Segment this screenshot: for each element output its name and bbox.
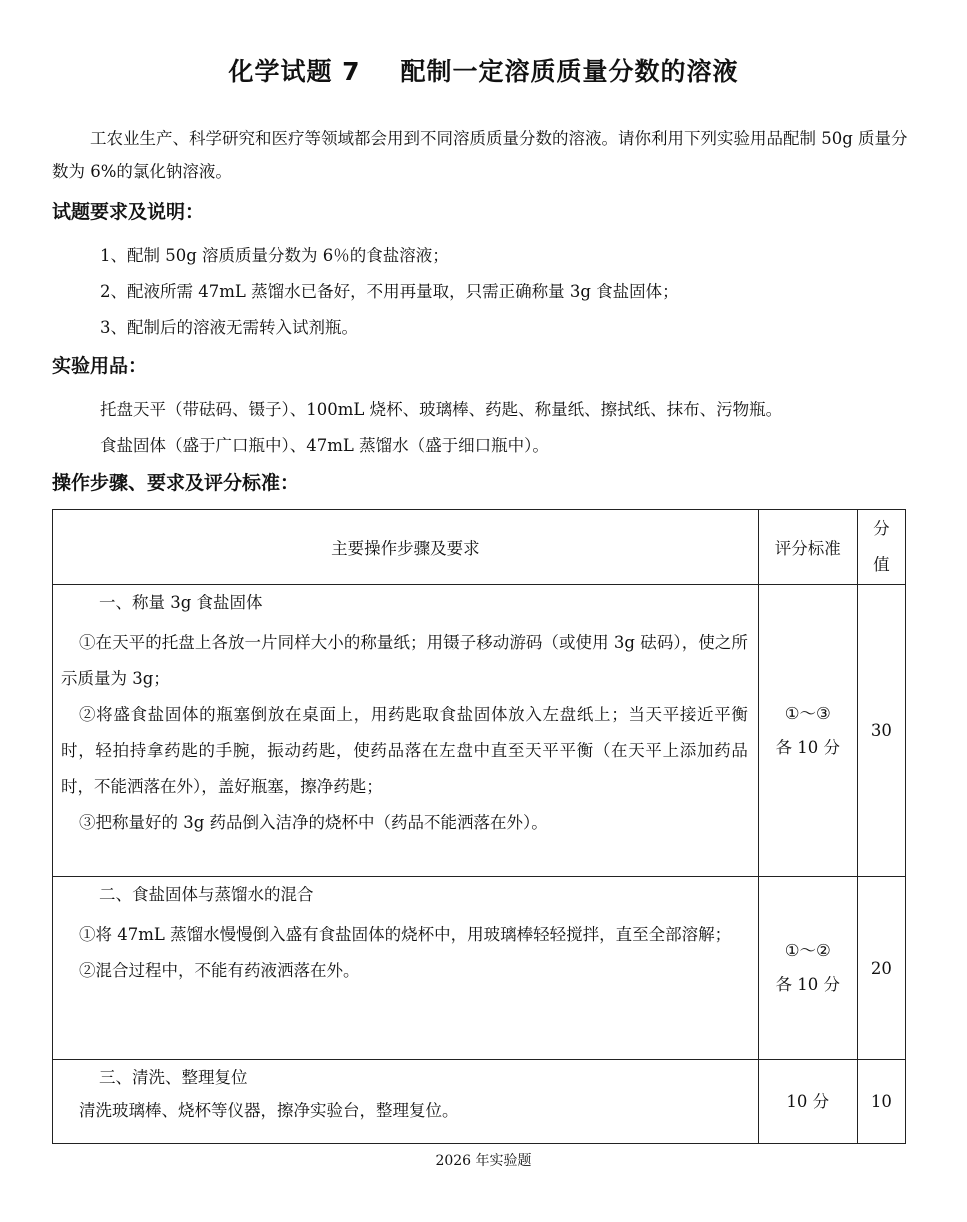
table-row	[53, 585, 906, 877]
header-score-line2: 值	[873, 555, 890, 574]
section-title: 二、食盐固体与蒸馏水的混合	[99, 885, 314, 904]
step-text: ①将 47mL 蒸馏水慢慢倒入盛有食盐固体的烧杯中，用玻璃棒轻轻搅拌，直至全部溶解；	[79, 925, 732, 944]
intro-paragraph: 工农业生产、科学研究和医疗等领域都会用到不同溶质质量分数的溶液。请你利用下列实验用品配制 50g 质量分数为 6%的氯化钠溶液。	[52, 129, 908, 181]
supply-item: 托盘天平（带砝码、镊子）、100mL 烧杯、玻璃棒、药匙、称量纸、擦拭纸、抹布、污物瓶。	[100, 400, 783, 419]
title-topic: 配制一定溶质质量分数的溶液	[400, 57, 739, 86]
requirement-item: 3、配制后的溶液无需转入试剂瓶。	[100, 318, 358, 337]
section-2-content	[53, 877, 759, 1060]
title-subject: 化学试题 7	[228, 57, 361, 86]
section-3-criteria	[758, 1060, 857, 1144]
section-title: 三、清洗、整理复位	[99, 1068, 248, 1087]
section-3-content	[53, 1060, 759, 1144]
criteria-points: 10 分	[786, 1091, 830, 1111]
section-1-content	[53, 585, 759, 877]
step-text: ③把称量好的 3g 药品倒入洁净的烧杯中（药品不能洒落在外）。	[79, 813, 548, 832]
procedure-heading: 操作步骤、要求及评分标准：	[52, 472, 300, 494]
supply-item: 食盐固体（盛于广口瓶中）、47mL 蒸馏水（盛于细口瓶中）。	[100, 436, 549, 455]
supplies-heading: 实验用品：	[52, 355, 148, 377]
step-text: ①在天平的托盘上各放一片同样大小的称量纸；用镊子移动游码（或使用 3g 砝码），使之所示质量为 3g；	[61, 633, 748, 688]
step-text: ②混合过程中，不能有药液洒落在外。	[79, 961, 360, 980]
scoring-table	[52, 509, 906, 1144]
requirement-item: 1、配制 50g 溶质质量分数为 6％的食盐溶液；	[100, 246, 449, 265]
header-score-line1: 分	[873, 519, 890, 538]
step-text: 清洗玻璃棒、烧杯等仪器，擦净实验台，整理复位。	[79, 1101, 459, 1120]
page-title	[0, 52, 967, 88]
section-1-score: 30	[857, 585, 905, 877]
criteria-range: ①～③	[784, 703, 831, 723]
step-text: ②将盛食盐固体的瓶塞倒放在桌面上，用药匙取食盐固体放入左盘纸上；当天平接近平衡时，轻拍持拿药匙的手腕，振动药匙，使药品落在左盘中直至天平平衡（在天平上添加药品时，不能洒落在外），盖好瓶塞，擦净药匙；	[61, 705, 748, 796]
table-row	[53, 1060, 906, 1144]
section-2-score: 20	[857, 877, 905, 1060]
table-row	[53, 877, 906, 1060]
table-header-row	[53, 510, 906, 585]
section-1-criteria	[758, 585, 857, 877]
header-score	[857, 510, 905, 585]
criteria-points: 各 10 分	[775, 975, 841, 994]
header-criteria: 评分标准	[758, 510, 857, 585]
section-title: 一、称量 3g 食盐固体	[99, 593, 263, 612]
requirements-heading: 试题要求及说明：	[52, 201, 205, 223]
header-main: 主要操作步骤及要求	[53, 510, 759, 585]
section-2-criteria	[758, 877, 857, 1060]
section-3-score: 10	[857, 1060, 905, 1144]
page-footer: 2026 年实验题	[435, 1153, 532, 1169]
requirement-item: 2、配液所需 47mL 蒸馏水已备好，不用再量取，只需正确称量 3g 食盐固体；	[100, 282, 679, 301]
criteria-points: 各 10 分	[775, 737, 841, 757]
criteria-range: ①～②	[784, 941, 831, 960]
